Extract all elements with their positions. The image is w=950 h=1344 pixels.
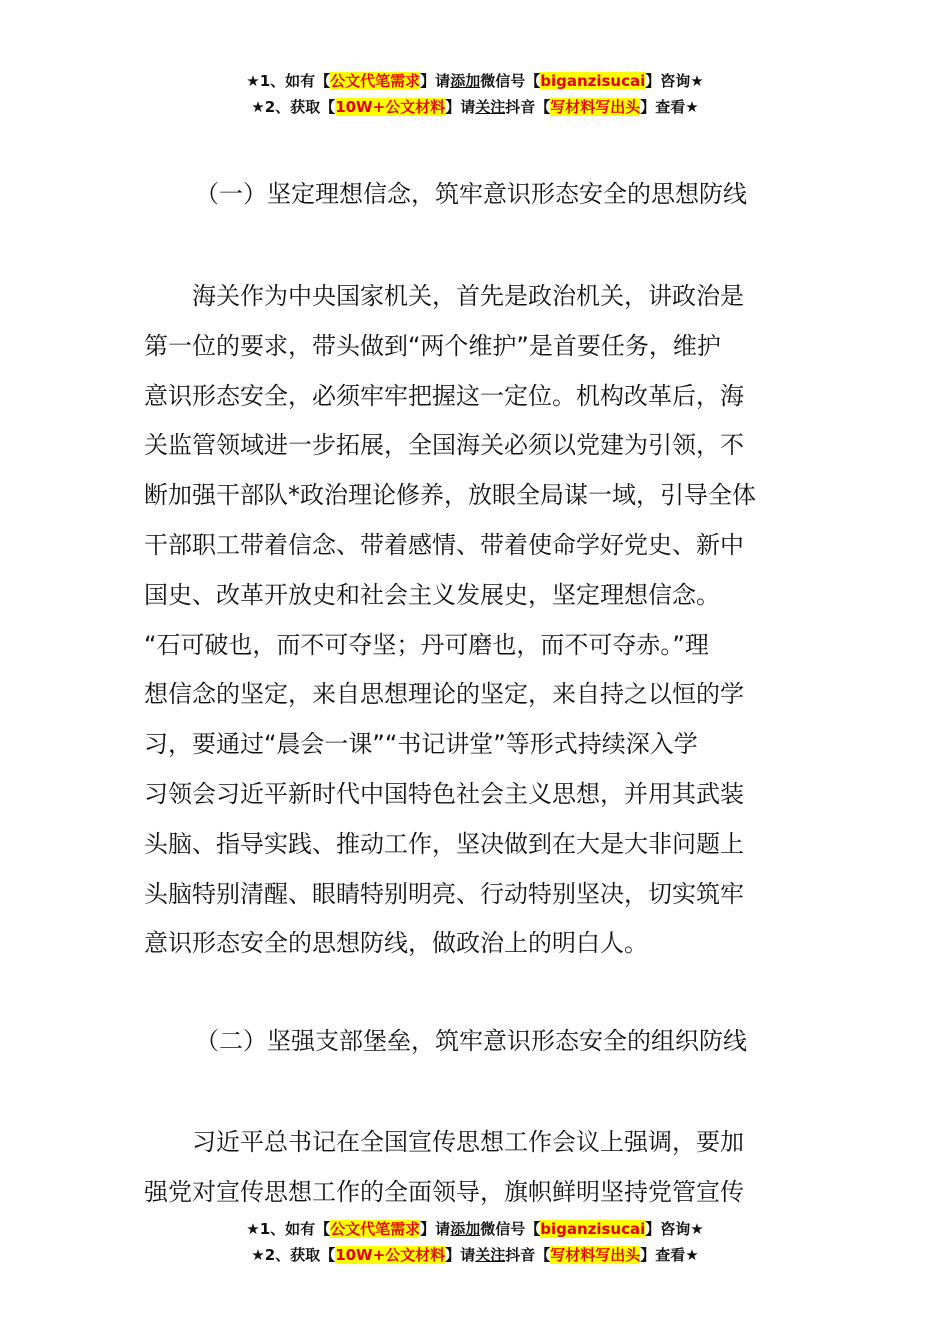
promo-highlight: 10W+公文材料 (335, 1246, 446, 1264)
paragraph-line: 强党对宣传思想工作的全面领导，旗帜鲜明坚持党管宣传 (144, 1177, 744, 1206)
paragraph-line: 头脑、指导实践、推动工作，坚决做到在大是大非问题上 (144, 829, 744, 858)
promo-underlined-text: 添加 (450, 72, 481, 90)
promo-text: 】请 (420, 1220, 451, 1238)
promo-text: 】查看★ (640, 98, 699, 116)
paragraph-line: 意识形态安全，必须牢牢把握这一定位。机构改革后，海 (144, 381, 744, 410)
footer-promo-banner (0, 1216, 950, 1268)
promo-text: 微信号【 (480, 72, 541, 90)
promo-text: ★2、获取【 (251, 1246, 336, 1264)
promo-underlined-text: 关注 (475, 98, 506, 116)
paragraph-line: 干部职工带着信念、带着感情、带着使命学好党史、新中 (144, 530, 744, 559)
promo-highlight: 写材料写出头 (550, 1246, 641, 1264)
promo-underlined-text: 关注 (475, 1246, 506, 1264)
promo-text: ★1、如有【 (246, 72, 331, 90)
promo-text: 】请 (445, 1246, 476, 1264)
promo-text: 】咨询★ (645, 72, 704, 90)
promo-text: 抖音【 (505, 98, 551, 116)
promo-text: ★2、获取【 (251, 98, 336, 116)
promo-line-2 (0, 1242, 950, 1268)
header-promo-banner (0, 68, 950, 120)
promo-text: 微信号【 (480, 1220, 541, 1238)
section-heading-1: （一）坚定理想信念，筑牢意识形态安全的思想防线 (195, 180, 747, 208)
paragraph-line: 想信念的坚定，来自思想理论的坚定，来自持之以恒的学 (144, 680, 744, 709)
paragraph-line: 国史、改革开放史和社会主义发展史，坚定理想信念。 (144, 580, 720, 609)
promo-highlight: 公文代笔需求 (330, 72, 421, 90)
promo-text: 】请 (420, 72, 451, 90)
paragraph-line: 习，要通过“晨会一课”“书记讲堂”等形式持续深入学 (144, 730, 698, 759)
paragraph-line: 意识形态安全的思想防线，做政治上的明白人。 (144, 929, 648, 958)
promo-highlight: 10W+公文材料 (335, 98, 446, 116)
promo-line-1 (0, 68, 950, 94)
paragraph-line: 海关作为中央国家机关，首先是政治机关，讲政治是 (144, 282, 744, 310)
promo-text: ★1、如有【 (246, 1220, 331, 1238)
paragraph-line: 头脑特别清醒、眼睛特别明亮、行动特别坚决，切实筑牢 (144, 879, 744, 908)
promo-text: 抖音【 (505, 1246, 551, 1264)
promo-line-1 (0, 1216, 950, 1242)
paragraph-line: 关监管领域进一步拓展，全国海关必须以党建为引领，不 (144, 431, 744, 460)
paragraph-line: 第一位的要求，带头做到“两个维护”是首要任务，维护 (144, 331, 721, 360)
promo-text: 】请 (445, 98, 476, 116)
body-paragraph-1 (144, 272, 756, 969)
promo-text: 】咨询★ (645, 1220, 704, 1238)
body-paragraph-2 (144, 1118, 744, 1218)
section-heading-2: （二）坚强支部堡垒，筑牢意识形态安全的组织防线 (195, 1027, 747, 1055)
promo-underlined-text: 添加 (450, 1220, 481, 1238)
promo-highlight: 公文代笔需求 (330, 1220, 421, 1238)
paragraph-line: “石可破也，而不可夺坚；丹可磨也，而不可夺赤。”理 (144, 630, 709, 659)
promo-highlight: biganzisucai (540, 72, 646, 90)
promo-text: 】查看★ (640, 1246, 699, 1264)
promo-highlight: biganzisucai (540, 1220, 646, 1238)
paragraph-line: 习近平总书记在全国宣传思想工作会议上强调，要加 (144, 1128, 744, 1156)
promo-line-2 (0, 94, 950, 120)
promo-highlight: 写材料写出头 (550, 98, 641, 116)
paragraph-line: 断加强干部队*政治理论修养，放眼全局谋一域，引导全体 (144, 481, 756, 510)
paragraph-line: 习领会习近平新时代中国特色社会主义思想，并用其武装 (144, 779, 744, 808)
